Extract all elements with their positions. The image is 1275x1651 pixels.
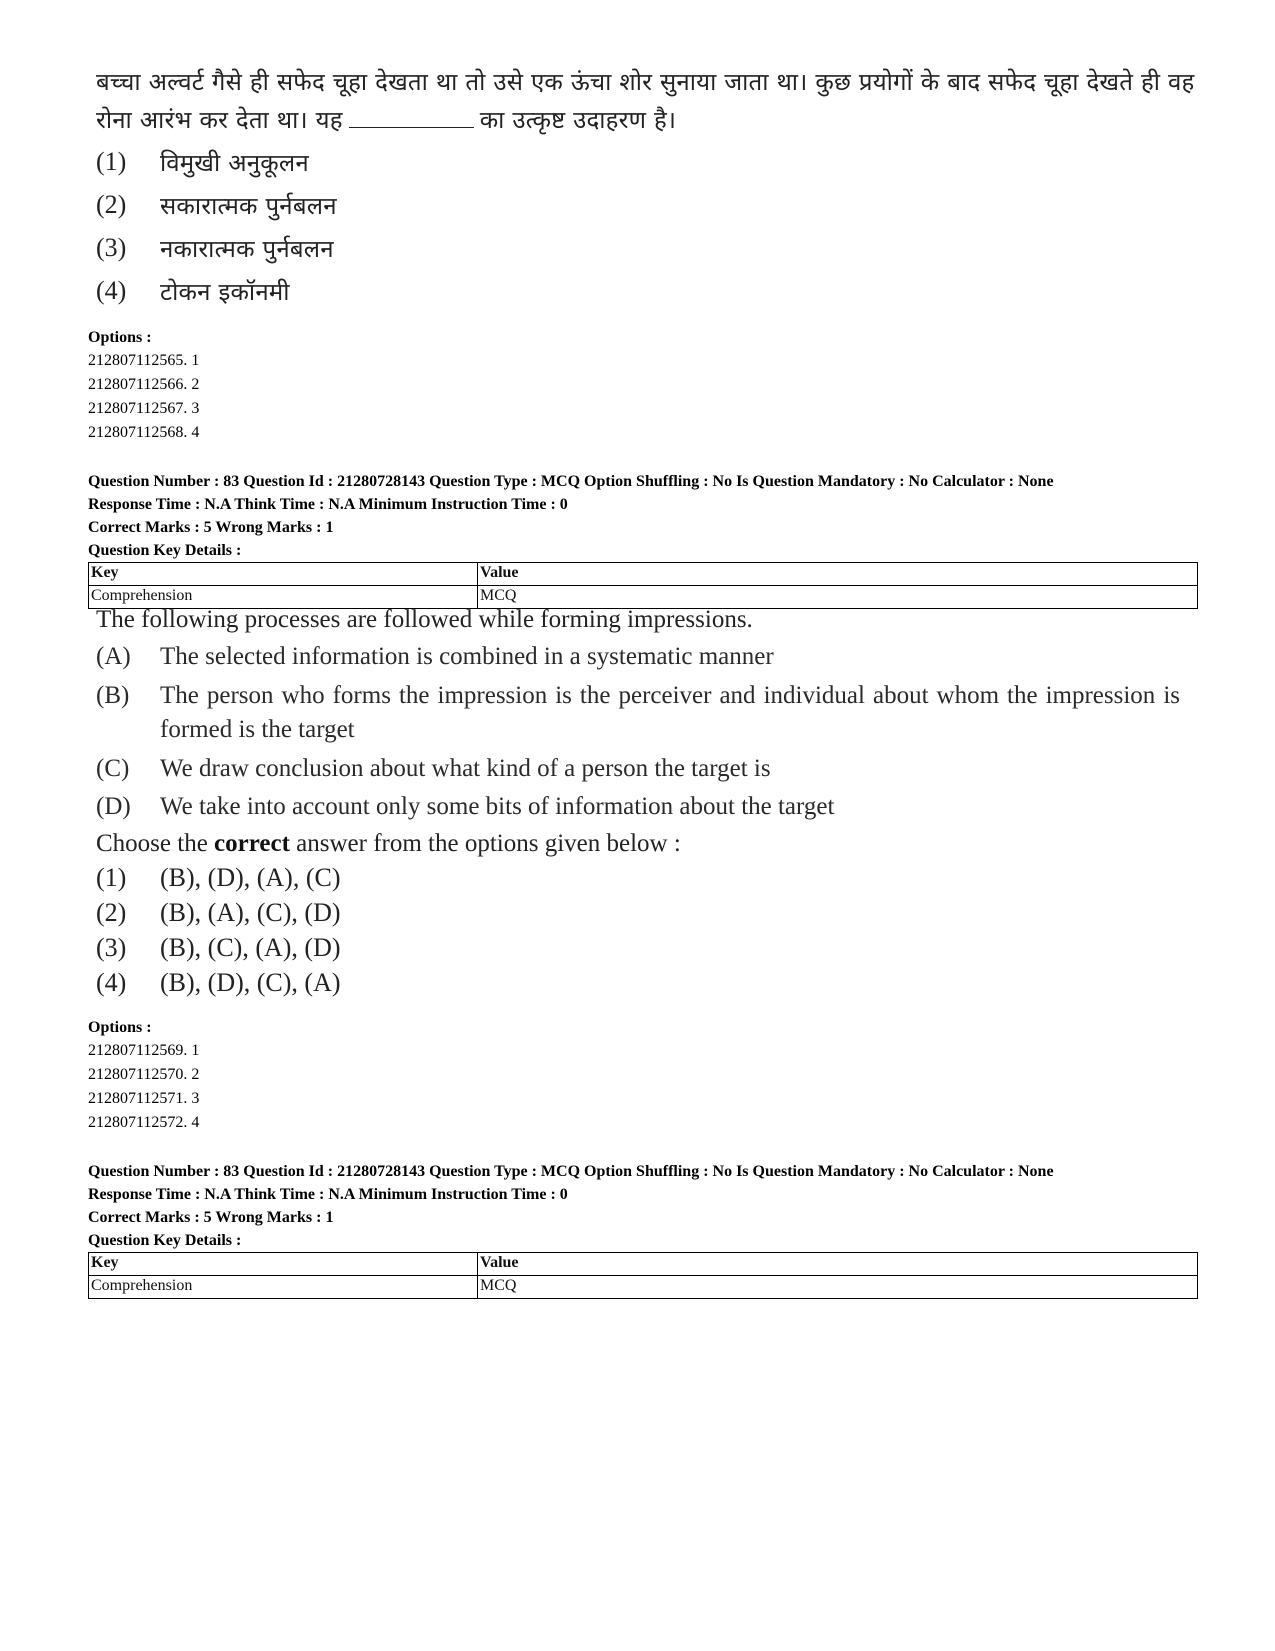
statement — [96, 790, 1180, 824]
option-id: 212807112567. 3 — [88, 400, 200, 417]
option-id: 212807112570. 2 — [88, 1066, 200, 1083]
choice-text: नकारात्मक पुर्नबलन — [160, 234, 334, 263]
question-meta — [88, 1160, 1054, 1252]
table-header-row — [89, 1253, 1198, 1276]
option-id: 212807112565. 1 — [88, 352, 200, 369]
table-row — [89, 1276, 1198, 1299]
key-details-label: Question Key Details : — [88, 542, 242, 559]
statement-text: We draw conclusion about what kind of a person the target is — [160, 755, 771, 782]
marks-line: Correct Marks : 5 Wrong Marks : 1 — [88, 519, 334, 536]
choice-number: (3) — [96, 933, 127, 962]
answer-choice — [96, 228, 334, 268]
question-meta-line2: Response Time : N.A Think Time : N.A Minimum Instruction Time : 0 — [88, 1186, 568, 1203]
choice-number: (4) — [96, 276, 127, 305]
question-text-line2-start: रोना आरंभ कर देता था। यह — [96, 106, 343, 134]
statement-label: (D) — [96, 793, 131, 820]
answer-choice — [96, 893, 341, 933]
question-meta-line1: Question Number : 83 Question Id : 21280728143 Question Type : MCQ Option Shuffling : No Is Question Mandatory : No Calculator : None — [88, 1163, 1054, 1180]
statement-text: The person who forms the impression is the perceiver and individual about whom the impression is formed is the target — [160, 682, 1180, 743]
table-header-key: Key — [89, 1253, 478, 1276]
statement — [96, 752, 1180, 786]
statement-label: (C) — [96, 755, 130, 782]
table-header-value: Value — [478, 563, 1198, 586]
statement-label: (B) — [96, 682, 130, 709]
choice-number: (2) — [96, 898, 127, 927]
choose-text-bold: correct — [214, 830, 290, 857]
key-details-table — [88, 1252, 1198, 1299]
choice-text: (B), (D), (A), (C) — [160, 863, 341, 892]
table-cell-value: MCQ — [478, 1276, 1198, 1299]
choice-text: सकारात्मक पुर्नबलन — [160, 191, 337, 220]
choose-text-pre: Choose the — [96, 830, 208, 857]
option-id: 212807112572. 4 — [88, 1114, 200, 1131]
choice-number: (1) — [96, 147, 127, 176]
marks-line: Correct Marks : 5 Wrong Marks : 1 — [88, 1209, 334, 1226]
option-id: 212807112568. 4 — [88, 424, 200, 441]
question-meta-line1: Question Number : 83 Question Id : 21280728143 Question Type : MCQ Option Shuffling : No Is Question Mandatory : No Calculator : None — [88, 473, 1054, 490]
choice-text: (B), (D), (C), (A) — [160, 968, 341, 997]
options-label: Options : — [88, 1019, 152, 1036]
choice-number: (4) — [96, 968, 127, 997]
answer-choice — [96, 858, 341, 898]
choice-text: (B), (C), (A), (D) — [160, 933, 341, 962]
table-cell-key: Comprehension — [89, 1276, 478, 1299]
statement — [96, 679, 1180, 747]
statement-text: We take into account only some bits of information about the target — [160, 793, 835, 820]
answer-choice — [96, 963, 341, 1003]
statement-label: (A) — [96, 643, 131, 670]
answer-choice — [96, 142, 309, 182]
statement — [96, 640, 1180, 674]
option-id: 212807112571. 3 — [88, 1090, 200, 1107]
table-cell-key: Comprehension — [89, 586, 478, 609]
choice-text: टोकन इकॉनमी — [160, 277, 290, 306]
question-meta-line2: Response Time : N.A Think Time : N.A Minimum Instruction Time : 0 — [88, 496, 568, 513]
question-text-line1: बच्चा अल्वर्ट गैसे ही सफेद चूहा देखता था तो उसे एक ऊंचा शोर सुनाया जाता था। कुछ प्रयोगों के बाद सफेद चूहा देखते ही वह — [96, 68, 1195, 96]
answer-choice — [96, 185, 337, 225]
table-header-row — [89, 563, 1198, 586]
option-id-list — [88, 349, 199, 445]
question-text-line2-end: का उत्कृष्ट उदाहरण है। — [479, 106, 677, 134]
statement-text: The selected information is combined in a systematic manner — [160, 643, 774, 670]
key-details-label: Question Key Details : — [88, 1232, 242, 1249]
option-id-list — [88, 1039, 199, 1135]
question-meta — [88, 470, 1054, 562]
option-id: 212807112569. 1 — [88, 1042, 200, 1059]
answer-choice — [96, 271, 290, 311]
choice-number: (2) — [96, 190, 127, 219]
choice-text: विमुखी अनुकूलन — [160, 148, 309, 177]
answer-choice — [96, 928, 341, 968]
options-label: Options : — [88, 329, 152, 346]
table-header-key: Key — [89, 563, 478, 586]
question-text-line2 — [96, 100, 676, 140]
fill-in-blank — [349, 101, 474, 128]
question-stem: The following processes are followed while forming impressions. — [96, 606, 753, 633]
table-header-value: Value — [478, 1253, 1198, 1276]
choice-text: (B), (A), (C), (D) — [160, 898, 341, 927]
option-id: 212807112566. 2 — [88, 376, 200, 393]
table-cell-value: MCQ — [478, 586, 1198, 609]
choice-number: (1) — [96, 863, 127, 892]
choose-text-post: answer from the options given below : — [296, 830, 681, 857]
choice-number: (3) — [96, 233, 127, 262]
